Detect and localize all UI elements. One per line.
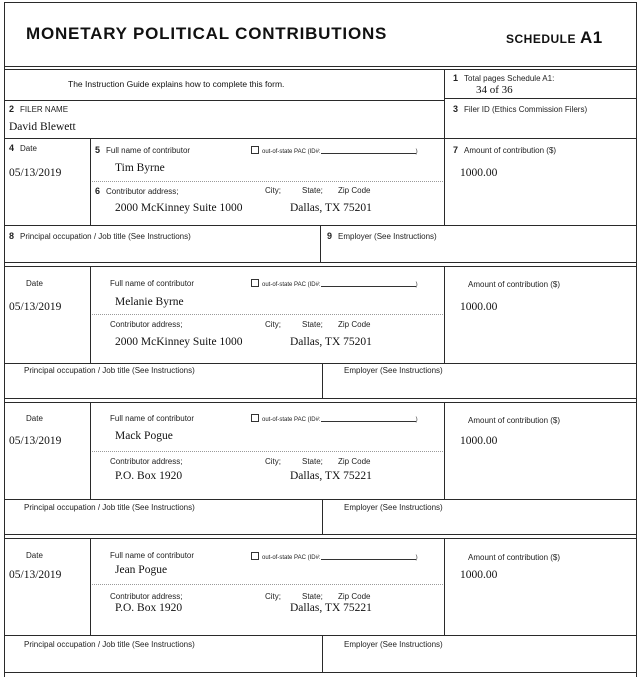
amount-label: Amount of contribution ($) <box>468 280 561 289</box>
address-label: Contributor address; <box>110 320 183 329</box>
divider <box>444 538 445 635</box>
out-of-state-pac[interactable]: out-of-state PAC (ID#: ) <box>251 414 418 423</box>
contribution-date: 05/13/2019 <box>9 301 62 313</box>
employer-label: Employer (See Instructions) <box>344 640 443 649</box>
date-label: Date <box>26 414 43 423</box>
address-label: Contributor address; <box>110 592 183 601</box>
divider <box>90 266 91 363</box>
zip-label: Zip Code <box>338 320 371 329</box>
city-label: City; <box>265 320 281 329</box>
contributor-city-state-zip: Dallas, TX 75221 <box>290 602 372 614</box>
employer-label: 9 Employer (See Instructions) <box>327 231 437 241</box>
address-label: Contributor address; <box>110 457 183 466</box>
pac-checkbox[interactable] <box>251 279 259 287</box>
contributor-name: Mack Pogue <box>115 430 173 442</box>
pac-checkbox[interactable] <box>251 414 259 422</box>
state-label: State; <box>302 457 323 466</box>
contributor-street: 2000 McKinney Suite 1000 <box>115 202 243 214</box>
rule <box>4 672 637 673</box>
amount-label: Amount of contribution ($) <box>468 553 561 562</box>
rule <box>4 66 637 67</box>
rule <box>4 266 637 267</box>
divider <box>322 363 323 398</box>
full-name-label: Full name of contributor <box>110 551 195 560</box>
rule <box>4 69 637 70</box>
occupation-label: Principal occupation / Job title (See Instructions) <box>24 640 195 649</box>
pac-checkbox[interactable] <box>251 552 259 560</box>
instruction-guide-text: The Instruction Guide explains how to complete this form. <box>68 79 285 89</box>
total-pages-value: 34 of 36 <box>476 84 513 96</box>
zip-label: Zip Code <box>338 186 371 195</box>
employer-label: Employer (See Instructions) <box>344 503 443 512</box>
contribution-date: 05/13/2019 <box>9 167 62 179</box>
state-label: State; <box>302 592 323 601</box>
city-label: City; <box>265 186 281 195</box>
schedule-code-value: A1 <box>580 28 603 47</box>
occupation-label: Principal occupation / Job title (See Instructions) <box>24 366 195 375</box>
divider <box>90 402 91 499</box>
state-label: State; <box>302 186 323 195</box>
contribution-amount: 1000.00 <box>460 569 498 581</box>
rule <box>4 138 637 139</box>
rule <box>4 363 637 364</box>
contributor-street: 2000 McKinney Suite 1000 <box>115 336 243 348</box>
total-pages-label: 1 Total pages Schedule A1: <box>453 73 555 83</box>
rule <box>4 635 637 636</box>
divider <box>322 635 323 672</box>
divider <box>322 499 323 534</box>
occupation-label: 8 Principal occupation / Job title (See Instructions) <box>9 231 191 241</box>
contribution-amount: 1000.00 <box>460 167 498 179</box>
contributor-street: P.O. Box 1920 <box>115 470 183 482</box>
amount-label: Amount of contribution ($) <box>468 416 561 425</box>
full-name-label: 5 Full name of contributor <box>95 145 191 155</box>
schedule-label: SCHEDULE <box>506 32 577 46</box>
filer-name-value: David Blewett <box>9 121 76 133</box>
frame-top <box>4 2 637 3</box>
out-of-state-pac[interactable]: out-of-state PAC (ID#: ) <box>251 552 418 561</box>
employer-label: Employer (See Instructions) <box>344 366 443 375</box>
contribution-amount: 1000.00 <box>460 435 498 447</box>
rule <box>4 398 637 399</box>
rule <box>444 98 637 99</box>
contributor-city-state-zip: Dallas, TX 75201 <box>290 336 372 348</box>
rule <box>4 402 637 403</box>
address-label: 6 Contributor address; <box>95 186 179 196</box>
contribution-date: 05/13/2019 <box>9 569 62 581</box>
divider <box>444 69 445 225</box>
separator <box>92 181 443 182</box>
rule <box>4 262 637 263</box>
zip-label: Zip Code <box>338 457 371 466</box>
out-of-state-pac[interactable]: out-of-state PAC (ID#: ) <box>251 279 418 288</box>
separator <box>92 314 443 315</box>
frame-right <box>636 2 637 677</box>
city-label: City; <box>265 592 281 601</box>
date-label: Date <box>26 279 43 288</box>
contribution-amount: 1000.00 <box>460 301 498 313</box>
rule <box>4 100 445 101</box>
divider <box>90 138 91 225</box>
zip-label: Zip Code <box>338 592 371 601</box>
contributor-city-state-zip: Dallas, TX 75201 <box>290 202 372 214</box>
divider <box>320 225 321 262</box>
full-name-label: Full name of contributor <box>110 279 195 288</box>
schedule-code <box>506 28 603 48</box>
pac-checkbox[interactable] <box>251 146 259 154</box>
contributor-name: Jean Pogue <box>115 564 168 576</box>
form-title: MONETARY POLITICAL CONTRIBUTIONS <box>26 24 388 43</box>
state-label: State; <box>302 320 323 329</box>
occupation-label: Principal occupation / Job title (See Instructions) <box>24 503 195 512</box>
frame-left <box>4 2 5 677</box>
contributor-city-state-zip: Dallas, TX 75221 <box>290 470 372 482</box>
out-of-state-pac[interactable]: out-of-state PAC (ID#: ) <box>251 146 418 155</box>
divider <box>90 538 91 635</box>
rule <box>4 538 637 539</box>
contributor-name: Melanie Byrne <box>115 296 184 308</box>
date-label: Date <box>26 551 43 560</box>
city-label: City; <box>265 457 281 466</box>
separator <box>92 451 443 452</box>
rule <box>4 499 637 500</box>
amount-label: 7 Amount of contribution ($) <box>453 145 557 155</box>
rule <box>4 534 637 535</box>
filer-id-label: 3 Filer ID (Ethics Commission Filers) <box>453 104 588 114</box>
contributor-street: P.O. Box 1920 <box>115 602 183 614</box>
contribution-date: 05/13/2019 <box>9 435 62 447</box>
full-name-label: Full name of contributor <box>110 414 195 423</box>
date-label: 4 Date <box>9 143 37 153</box>
divider <box>444 266 445 363</box>
filer-name-label: 2 FILER NAME <box>9 104 69 114</box>
contributor-name: Tim Byrne <box>115 162 165 174</box>
divider <box>444 402 445 499</box>
separator <box>92 584 443 585</box>
